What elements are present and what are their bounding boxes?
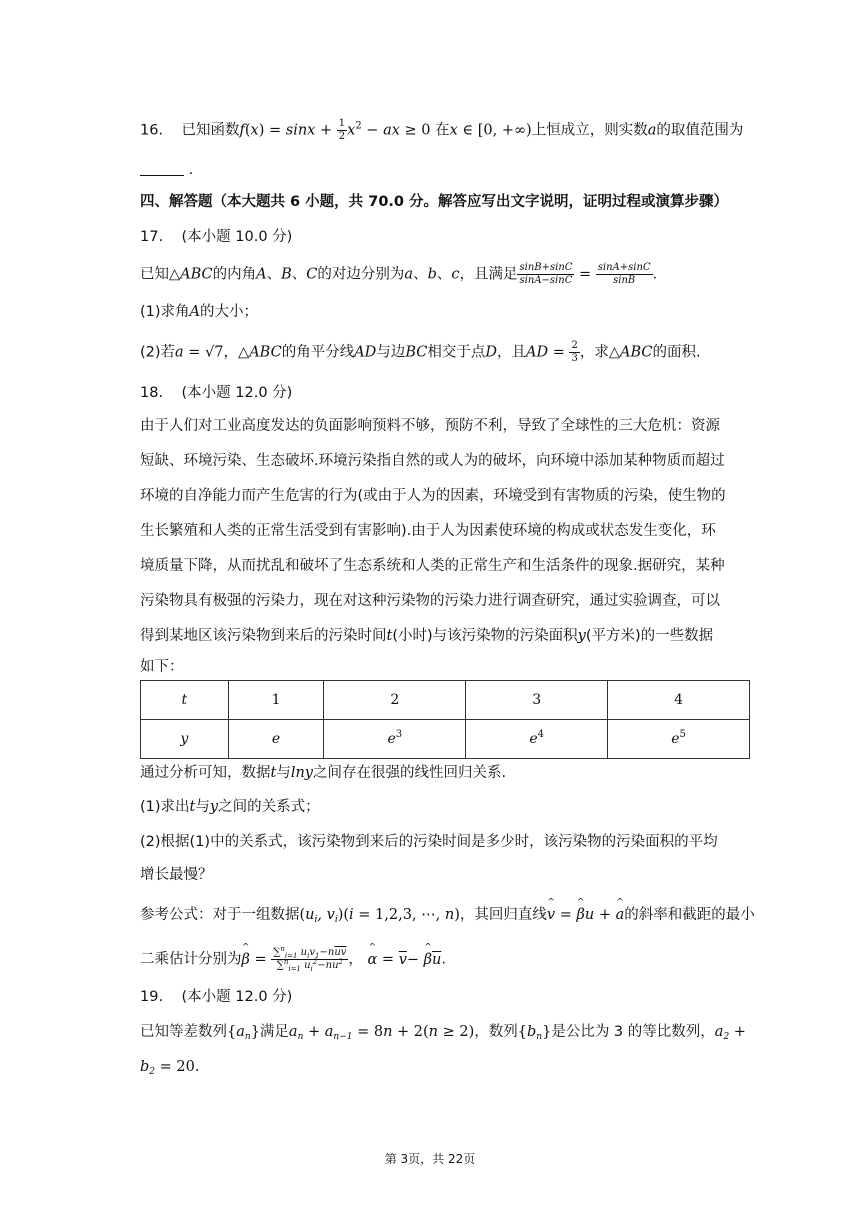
q18-paragraph-line: 短缺、环境污染、生态破坏.环境污染指自然的或人为的破坏，向环境中添加某种物质而超过 — [140, 453, 725, 469]
table-cell: $e^3$ — [324, 720, 466, 759]
q18-paragraph-line: 由于人们对工业高度发达的负面影响预料不够，预防不利，导致了全球性的三大危机：资源 — [140, 418, 720, 434]
table-cell: $e^5$ — [608, 720, 750, 759]
table-row — [141, 720, 750, 759]
q16-function: f — [239, 122, 245, 139]
table-cell: $e^4$ — [466, 720, 608, 759]
question-17-header — [140, 227, 292, 247]
table-header-cell: t — [141, 681, 229, 720]
question-number: 17. — [140, 229, 164, 245]
question-score: (本小题 12.0 分) — [181, 385, 293, 401]
q18-analysis: 通过分析可知，数据t与lny之间存在很强的线性回归关系. — [140, 765, 507, 781]
table-row — [141, 681, 750, 720]
q17-stem: 已知△ABC的内角A、B、C的对边分别为a、b、c，且满足 $\frac{\sin B+\sin C}{\sin A-\sin C}$ = $\frac{\sin A+\sin C}{\sin B}$ . — [140, 262, 658, 286]
question-16: 16. 已知函数f(x) = sinx + $\frac{1}{2}$ $x^2$ − ax ≥ 0 在x ∈ [0, +∞)上恒成立，则实数a的取值范围为 — [140, 118, 744, 142]
table-cell: e — [228, 720, 324, 759]
q18-paragraph-line: 生长繁殖和人类的正常生活受到有害影响).由于人为因素使环境的构成或状态发生变化，环 — [140, 523, 716, 539]
q19-stem: 已知等差数列$\{a_n\}$满足$a_n + a_{n-1} = 8n + 2(n \ge 2)$，数列$\{b_n\}$是公比为 3 的等比数列，$a_2$ + — [140, 1024, 746, 1042]
answer-blank-line: . — [140, 160, 193, 180]
q18-part2: (2)根据(1)中的关系式，该污染物到来后的污染时间是多少时，该污染物的污染面积的平均 — [140, 834, 718, 850]
q19-stem-cont: $b_2 = 20$. — [140, 1059, 200, 1077]
page-footer: 第 3页，共 22页 — [384, 1152, 476, 1166]
q16-text: 已知函数 — [181, 122, 240, 139]
q18-part2-cont: 增长最慢？ — [140, 867, 213, 883]
fraction-condition-right: $\frac{\sin A+\sin C}{\sin B}$ — [597, 262, 651, 286]
section-title: 四、解答题（本大题共 6 小题，共 70.0 分。解答应写出文字说明，证明过程或演算步骤） — [140, 194, 729, 210]
fraction-one-half: $\frac{1}{2}$ — [338, 118, 346, 142]
q18-paragraph-line: 环境的自净能力而产生危害的行为(或由于人为的因素，环境受到有害物质的污染，使生物的 — [140, 488, 726, 504]
data-table — [140, 680, 750, 759]
table-header-cell: 2 — [324, 681, 466, 720]
q18-reference-formula-2: 二乘估计分别为^ β = $\frac{\sum^n_{i=1} u_iv_1-n\overline{uv}}{\sum^n_{i=1} u_i^2-n\overline{u}^2}$ ， ^ $\alpha = \overline{v}-$ ^ $\beta\overline{u}$. — [140, 947, 446, 972]
q18-paragraph-line: 如下： — [140, 659, 184, 675]
question-number: 19. — [140, 989, 164, 1005]
fraction-condition-left: $\frac{\sin B+\sin C}{\sin A-\sin C}$ — [519, 262, 573, 286]
q18-part1: (1)求出t与y之间的关系式； — [140, 799, 320, 815]
q18-reference-formula: 参考公式：对于一组数据($u_i$, $v_i)(i = 1,2,3$, ⋯, n)，其回归直线^ v = ^ βu + ^ a的斜率和截距的最小 — [140, 905, 755, 925]
table-header-cell: 4 — [608, 681, 750, 720]
question-score: (本小题 10.0 分) — [181, 229, 293, 245]
fraction-two-thirds: $\frac{2}{3}$ — [571, 340, 578, 364]
q17-part2: (2)若a = √7，△ABC的角平分线AD与边BC相交于点D，且AD = $\frac{2}{3}$ ，求△ABC的面积. — [140, 340, 701, 364]
question-19-header — [140, 987, 292, 1007]
table-header-cell: 1 — [228, 681, 324, 720]
question-number: 18. — [140, 385, 164, 401]
q17-part1: (1)求角A的大小； — [140, 304, 259, 320]
question-18-header — [140, 383, 292, 403]
q18-paragraph-line: 得到某地区该污染物到来后的污染时间t(小时)与该污染物的污染面积y(平方米)的一些数据 — [140, 628, 714, 644]
fraction-slope: $\frac{\sum^n_{i=1} u_iv_1-n\overline{uv}}{\sum^n_{i=1} u_i^2-n\overline{u}^2}$ — [273, 945, 347, 973]
answer-blank[interactable] — [140, 161, 184, 176]
q18-paragraph-line: 境质量下降，从而扰乱和破坏了生态系统和人类的正常生产和生活条件的现象.据研究，某种 — [140, 558, 725, 574]
table-header-cell: 3 — [466, 681, 608, 720]
question-score: (本小题 12.0 分) — [181, 989, 293, 1005]
table-row-label: y — [141, 720, 229, 759]
question-number: 16. — [140, 122, 164, 139]
q18-paragraph-line: 污染物具有极强的污染力，现在对这种污染物的污染力进行调查研究，通过实验调查，可以 — [140, 593, 720, 609]
